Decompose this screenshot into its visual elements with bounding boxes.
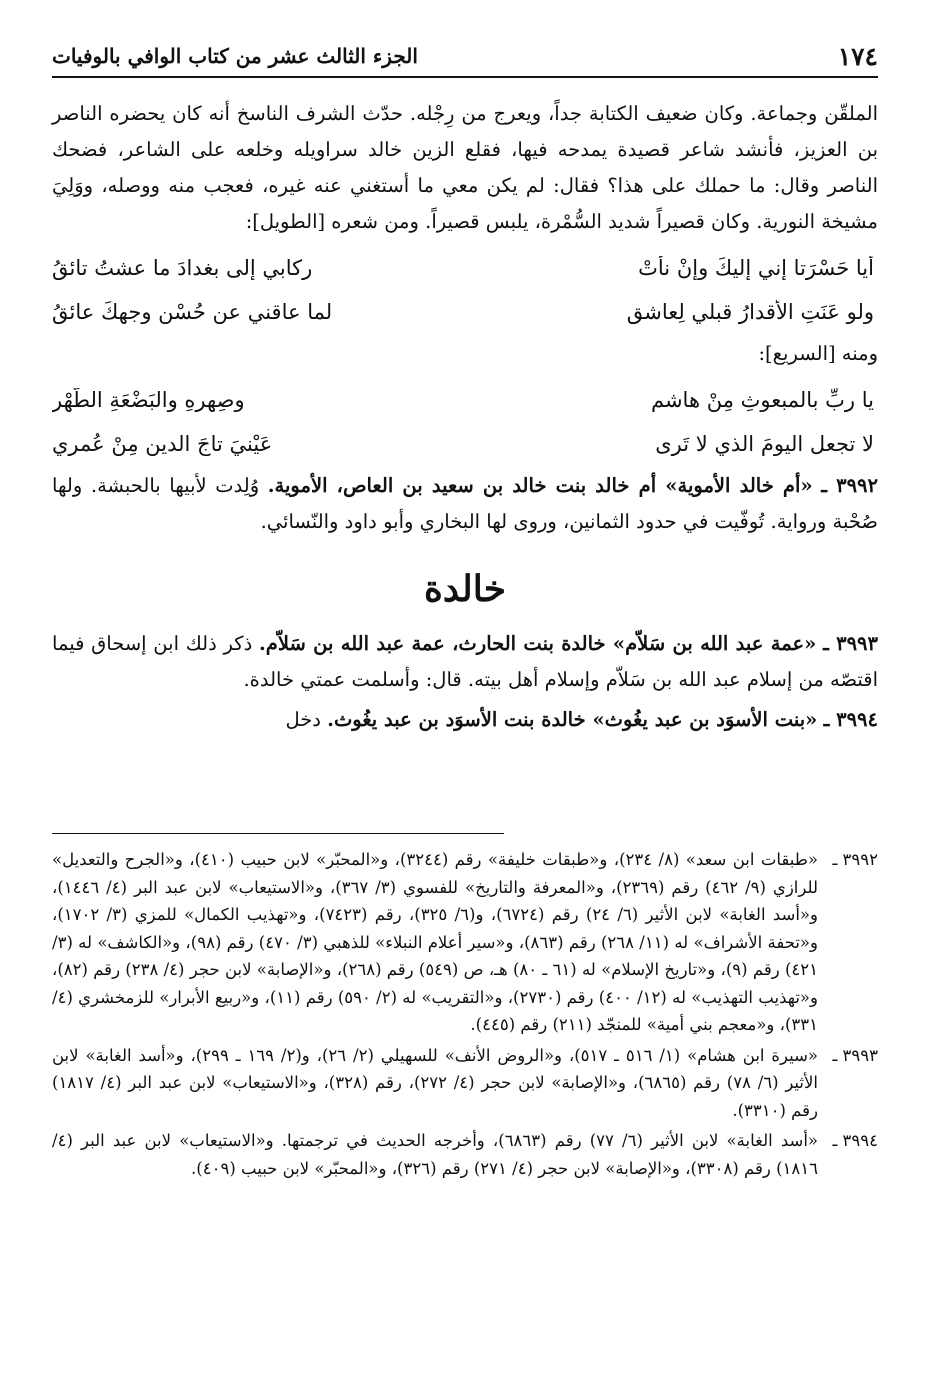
page-header [52,36,878,78]
entry-text: ذكر ذلك ابن إسحاق فيما اقتصّه من إسلام عبد الله بن سَلاّم وإسلام أهل بيته. قال: وأسلمت عمتي خالدة. [52,632,878,691]
entry-text: وُلِدت لأبيها بالحبشة. ولها صُحْبة ورواية. تُوفّيت في حدود الثمانين، وروى لها البخاري وأبو داود والنّسائي. [52,474,878,533]
footnote [52,1042,878,1125]
footnotes [52,846,878,1185]
meter-label: ومنه [السريع]: [758,342,878,365]
footnote [52,1127,878,1182]
entry-3992 [52,468,878,540]
entry-name: «أم خالد الأموية» أم خالد بنت خالد بن سعيد بن العاص، الأموية. [267,474,813,497]
poem-tawil [52,246,878,334]
verse-first-hemistich: لا تجعلِ اليومَ الذي لا تَرى [655,432,874,456]
verse-first-hemistich: ولو عَنَتِ الأقدارُ قبلي لِعاشقٍ [626,300,874,324]
footnote-number: ٣٩٩٣ ـ [832,1045,878,1065]
verse-second-hemistich: عَيْنيَ تاجَ الدينِ مِنْ عُمري [52,432,273,456]
verse-second-hemistich: رِكابي إلى بغدادَ ما عشتُ تائقُ [52,256,313,280]
footnote-text: «طبقات ابن سعد» (٨/ ٢٣٤)، و«طبقات خليفة» رقم (٣٢٤٤)، و«المحبّر» لابن حبيب (٤١٠)، و«الجرح والتعديل» للرازي (٩/ ٤٦٢) رقم (٢٣٦٩)، و«المعرفة والتاريخ» للفسوي (٣/ ٣٦٧)، و«الاستيعاب» لابن عبد البر (٤/ ١٤٤٦)، و«أسد الغابة» لابن الأثير (٦/ ٢٤) رقم (٦٧٢٤)، و(٦/ ٣٢٥)، رقم (٧٤٢٣)، و«تهذيب الكمال» للمزي (٣/ ١٧٠٢)، و«تحفة الأشراف» له (١١/ ٢٦٨) رقم (٨٦٣)، و«سير أعلام النبلاء» للذهبي (٣/ ٤٧٠) رقم (٩٨)، و«الكاشف» له (٣/ ٤٢١) رقم (٩)، و«تاريخ الإسلام» له (٦١ ـ ٨٠) هـ، ص (٥٤٩) رقم (٢٦٨)، و«الإصابة» لابن حجر (٤/ ٢٣٨) رقم (٨٢)، و«تهذيب التهذيب» له (١٢/ ٤٠٠) رقم (٢٧٣٠)، و«التقريب» له (٢/ ٥٩٠) رقم (١١)، و«ربيع الأبرار» للزمخشري (٤/ ٣٣١)، و«معجم بني أمية» للمنجّد (٢١١) رقم (٤٤٥). [52,850,818,1034]
verse-second-hemistich: وصِهرِهِ والبَضْعَةِ الطُّهْرِ [52,388,245,412]
entry-3993 [52,626,878,698]
footnote-text: «أسد الغابة» لابن الأثير (٦/ ٧٧) رقم (٦٨٦٣)، وأخرجه الحديث في ترجمتها. و«الاستيعاب» لابن عبد البر (٤/ ١٨١٦) رقم (٣٣٠٨)، و«الإصابة» لابن حجر (٤/ ٢٧١) رقم (٣٢٦)، و«المحبّر» لابن حبيب (٤٠٩). [52,1131,818,1178]
intro-paragraph: الملقّن وجماعة. وكان ضعيف الكتابة جداً، ويعرج من رِجْله. حدّث الشرف الناسخ أنه كان يحضره الناصر بن العزيز، فأنشد شاعر قصيدة يمدحه فيها، فقلع الزين خالد سراويله وخلعه على الشاعر، فضحك الناصر وقال: ما حملك على هذا؟ فقال: لم يكن معي ما أستغني عنه غيره، فعجب منه ووصله، ووَلِيَ مشيخة النورية. وكان قصيراً شديد السُّمْرة، يلبس قصيراً. ومن شعره [الطويل]: [52,102,878,233]
entry-number: ٣٩٩٤ ـ [823,708,878,731]
entry-3994 [52,702,878,738]
entry-number: ٣٩٩٢ ـ [821,474,879,497]
page-number: ١٧٤ [837,41,878,71]
footnote [52,846,878,1039]
entry-text: دخل [285,708,321,731]
main-text [52,96,878,738]
section-title: خالدة [424,568,506,610]
poem-sari [52,378,878,466]
entry-name: «بنت الأسوَد بن عبد يغُوث» خالدة بنت الأسوَد بن عبد يغُوث. [327,708,818,731]
verse-first-hemistich: يا ربِّ بالمبعوثِ مِنْ هاشمٍ [650,388,874,412]
footnote-number: ٣٩٩٤ ـ [832,1131,878,1150]
footnote-text: «سيرة ابن هشام» (١/ ٥١٦ ـ ٥١٧)، و«الروض الأنف» للسهيلي (٢/ ٢٦)، و(٢/ ١٦٩ ـ ٢٩٩)، و«أسد الغابة» لابن الأثير (٦/ ٧٨) رقم (٦٨٦٥)، و«الإصابة» لابن حجر (٤/ ٢٧٢)، رقم (٣٢٨)، و«الاستيعاب» لابن عبد البر (٤/ ١٨١٧) رقم (٣٣١٠). [52,1045,819,1120]
poem-verse [52,378,878,422]
poem-verse [52,290,878,334]
entry-number: ٣٩٩٣ ـ [823,632,879,655]
verse-second-hemistich: لما عاقني عن حُسْنِ وجهكَ عائقُ [52,300,333,324]
poem-verse [52,246,878,290]
footnote-divider [52,833,504,834]
poem-verse [52,422,878,466]
running-title: الجزء الثالث عشر من كتاب الوافي بالوفيات [52,44,418,68]
verse-first-hemistich: أيا حَسْرَتا إني إليكَ وإنْ نأتْ [638,256,874,280]
entry-name: «عمة عبد الله بن سَلاّم» خالدة بنت الحارث، عمة عبد الله بن سَلاّم. [259,632,817,655]
footnote-number: ٣٩٩٢ ـ [832,850,878,869]
